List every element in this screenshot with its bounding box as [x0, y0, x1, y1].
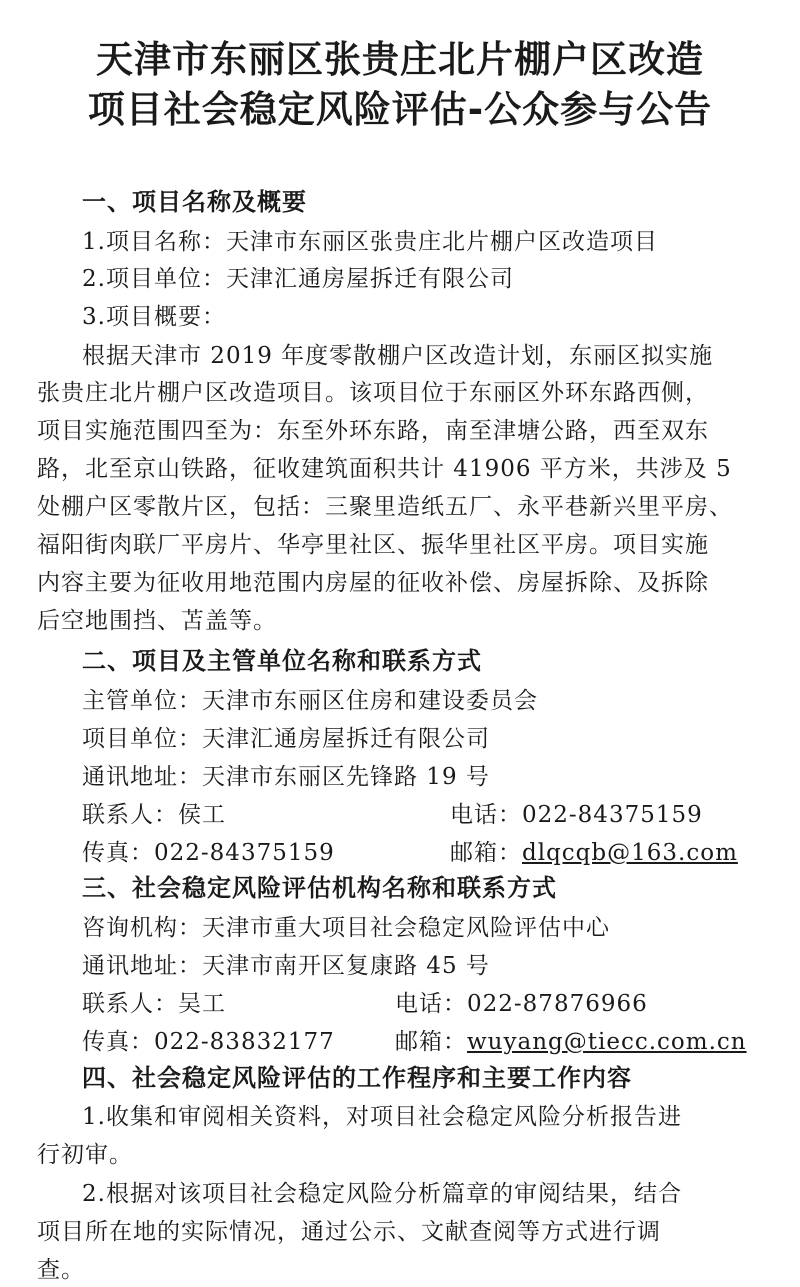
- section-4-heading: 四、社会稳定风险评估的工作程序和主要工作内容: [82, 1064, 632, 1092]
- phone-label: 电话：: [395, 991, 467, 1017]
- summary-line: 项目实施范围四至为：东至外环东路，南至津塘公路，西至双东: [37, 418, 709, 444]
- step-1-line: 行初审。: [37, 1142, 133, 1168]
- email-label: 邮箱：: [450, 840, 522, 866]
- agency-address: 通讯地址：天津市南开区复康路 45 号: [82, 953, 490, 979]
- section-3-heading: 三、社会稳定风险评估机构名称和联系方式: [82, 874, 557, 902]
- section-2-heading: 二、项目及主管单位名称和联系方式: [82, 647, 482, 675]
- email-link[interactable]: wuyang@tiecc.com.cn: [467, 1029, 747, 1055]
- phone: [450, 799, 703, 831]
- summary-line: 处棚户区零散片区，包括：三聚里造纸五厂、永平巷新兴里平房、: [37, 494, 733, 520]
- phone-number: 022-87876966: [467, 991, 648, 1017]
- email-label: 邮箱：: [395, 1029, 467, 1055]
- agency-fax: 传真：022-83832177: [82, 1029, 335, 1055]
- project-name: 1.项目名称：天津市东丽区张贵庄北片棚户区改造项目: [82, 229, 658, 255]
- email-link[interactable]: dlqcqb@163.com: [522, 840, 738, 866]
- section-1-heading: 一、项目名称及概要: [82, 188, 307, 216]
- step-2-line: 查。: [37, 1257, 85, 1283]
- agency-phone: [395, 988, 648, 1020]
- step-1-line: 1.收集和审阅相关资料，对项目社会稳定风险分析报告进: [82, 1104, 682, 1130]
- summary-line: 路，北至京山铁路，征收建筑面积共计 41906 平方米，共涉及 5: [37, 456, 732, 482]
- email: [450, 837, 738, 869]
- document-title-line-2: 项目社会稳定风险评估-公众参与公告: [87, 88, 713, 131]
- fax: 传真：022-84375159: [82, 840, 335, 866]
- document-title-line-1: 天津市东丽区张贵庄北片棚户区改造: [96, 38, 704, 81]
- project-unit: 2.项目单位：天津汇通房屋拆迁有限公司: [82, 266, 514, 292]
- agency-contact-person: 联系人：吴工: [82, 991, 226, 1017]
- authority-unit: 主管单位：天津市东丽区住房和建设委员会: [82, 688, 538, 714]
- project-summary-label: 3.项目概要：: [82, 304, 226, 330]
- summary-line: 福阳街肉联厂平房片、华亭里社区、振华里社区平房。项目实施: [37, 532, 709, 558]
- phone-number: 022-84375159: [522, 802, 703, 828]
- mailing-address: 通讯地址：天津市东丽区先锋路 19 号: [82, 764, 490, 790]
- summary-line: 后空地围挡、苫盖等。: [37, 608, 277, 634]
- contact-person: 联系人：侯工: [82, 802, 226, 828]
- summary-line: 内容主要为征收用地范围内房屋的征收补偿、房屋拆除、及拆除: [37, 570, 709, 596]
- consulting-agency: 咨询机构：天津市重大项目社会稳定风险评估中心: [82, 915, 610, 941]
- agency-email: [395, 1026, 747, 1058]
- summary-line: 根据天津市 2019 年度零散棚户区改造计划，东丽区拟实施: [82, 343, 714, 369]
- step-2-line: 2.根据对该项目社会稳定风险分析篇章的审阅结果，结合: [82, 1181, 682, 1207]
- project-unit-contact: 项目单位：天津汇通房屋拆迁有限公司: [82, 726, 490, 752]
- phone-label: 电话：: [450, 802, 522, 828]
- step-2-line: 项目所在地的实际情况，通过公示、文献查阅等方式进行调: [37, 1219, 661, 1245]
- summary-line: 张贵庄北片棚户区改造项目。该项目位于东丽区外环东路西侧，: [37, 380, 709, 406]
